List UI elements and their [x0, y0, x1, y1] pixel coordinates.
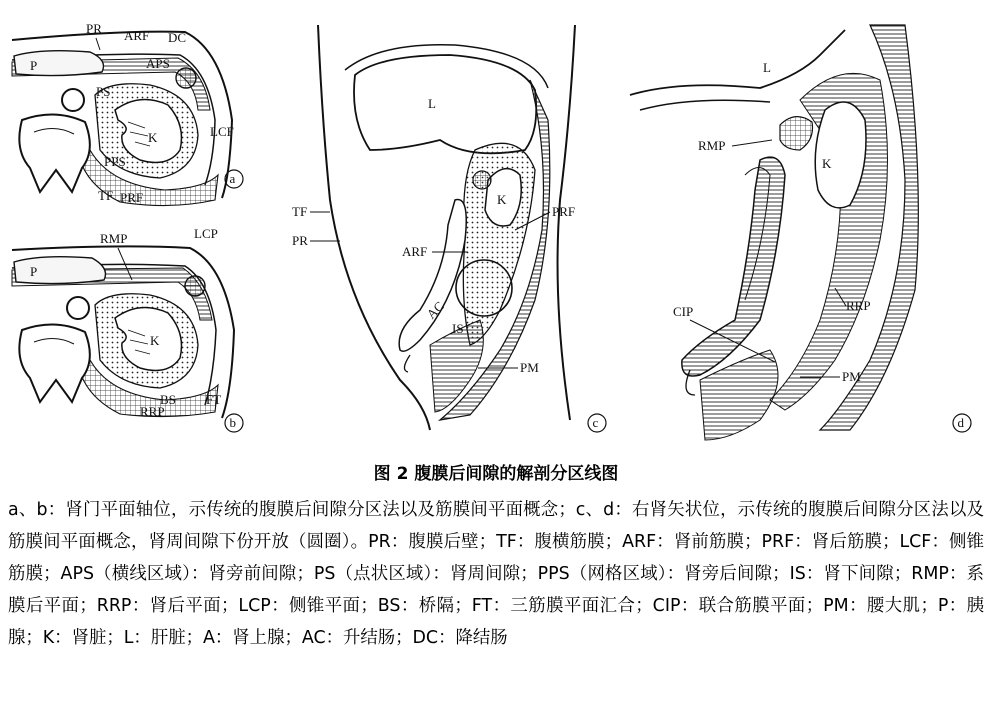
- svg-text:c: c: [592, 415, 599, 430]
- panel-b: [12, 226, 243, 432]
- panel-a: [12, 21, 243, 206]
- svg-text:PRF: PRF: [552, 204, 576, 219]
- svg-text:L: L: [763, 60, 771, 75]
- svg-text:PR: PR: [292, 233, 308, 248]
- svg-text:K: K: [148, 130, 158, 145]
- svg-text:AC: AC: [423, 298, 447, 322]
- svg-text:PR: PR: [86, 21, 102, 36]
- svg-text:LCF: LCF: [210, 124, 234, 139]
- svg-text:d: d: [957, 415, 964, 430]
- svg-text:L: L: [428, 96, 436, 111]
- figure-caption-body: a、b：肾门平面轴位，示传统的腹膜后间隙分区法以及筋膜间平面概念；c、d：右肾矢状位，示传统的腹膜后间隙分区法以及筋膜间平面概念，肾周间隙下份开放（圆圈）。PR：腹膜后壁；TF：腹横筋膜；ARF：肾前筋膜；PRF：肾后筋膜；LCF：侧锥筋膜；APS（横线区域）：肾旁前间隙；PS（点状区域）：肾周间隙；PPS（网格区域）：肾旁后间隙；IS：肾下间隙；RMP：系膜后平面；RRP：肾后平面；LCP：侧锥平面；BS：桥隔；FT：三筋膜平面汇合；CIP：联合筋膜平面；PM：腰大肌；P：胰腺；K：肾脏；L：肝脏；A：肾上腺；AC：升结肠；DC：降结肠: [8, 500, 984, 648]
- svg-text:RRP: RRP: [140, 404, 165, 419]
- figure-caption-title: 图 2 腹膜后间隙的解剖分区线图: [373, 464, 619, 484]
- svg-text:FT: FT: [206, 392, 222, 407]
- svg-text:APS: APS: [146, 56, 170, 71]
- svg-text:CIP: CIP: [673, 304, 694, 319]
- panel-c: [292, 25, 606, 432]
- svg-text:K: K: [150, 333, 160, 348]
- svg-text:PS: PS: [96, 84, 111, 99]
- svg-text:RRP: RRP: [846, 298, 871, 313]
- svg-text:IS: IS: [452, 321, 464, 336]
- svg-text:LCP: LCP: [194, 226, 218, 241]
- svg-text:RMP: RMP: [698, 138, 726, 153]
- svg-text:ARF: ARF: [402, 244, 428, 259]
- svg-text:a: a: [229, 171, 236, 186]
- svg-text:PRF: PRF: [120, 190, 144, 205]
- svg-text:ARF: ARF: [124, 28, 150, 43]
- svg-text:P: P: [30, 58, 38, 73]
- svg-text:K: K: [497, 192, 507, 207]
- svg-text:b: b: [229, 415, 236, 430]
- svg-text:RMP: RMP: [100, 231, 128, 246]
- panel-d: [630, 25, 971, 440]
- svg-text:K: K: [822, 156, 832, 171]
- svg-text:BS: BS: [160, 392, 176, 407]
- svg-text:TF: TF: [98, 188, 114, 203]
- svg-text:PM: PM: [520, 360, 539, 375]
- svg-text:PM: PM: [842, 369, 861, 384]
- svg-text:DC: DC: [168, 30, 187, 45]
- svg-text:PPS: PPS: [104, 154, 126, 169]
- svg-text:TF: TF: [292, 204, 308, 219]
- svg-text:P: P: [30, 264, 38, 279]
